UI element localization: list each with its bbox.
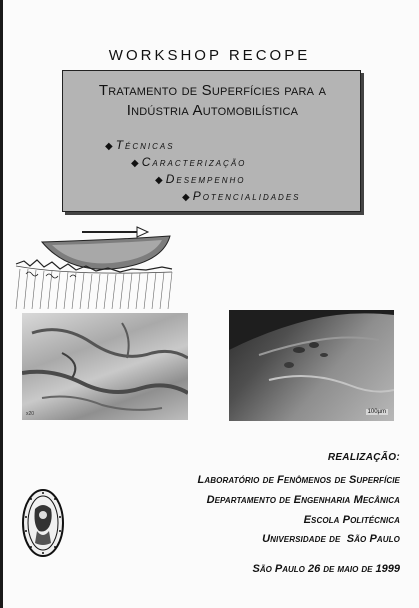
diamond-bullet-icon: ◆ (155, 175, 163, 186)
surface-contact-diagram (12, 214, 202, 314)
workshop-title: WORKSHOP RECOPE (108, 47, 311, 64)
event-date-text: São Paulo 26 de maio de 1999 (252, 563, 400, 575)
institution-line (207, 494, 400, 506)
bullet-label: Caracterização (141, 155, 247, 169)
institution-text: Departamento de Engenharia Mecânica (206, 494, 400, 506)
realizacao-label: REALIZAÇÃO: (327, 452, 400, 463)
bullet-item-desempenho (155, 172, 246, 186)
institution-line (304, 514, 400, 526)
bullet-item-potencialidades (182, 189, 301, 203)
university-seal-logo (21, 487, 65, 559)
diamond-bullet-icon: ◆ (131, 158, 139, 169)
micrograph-texture-right (229, 310, 394, 421)
micrograph-texture-left (22, 313, 188, 420)
institution-line (198, 474, 400, 486)
institution-text: Universidade de São Paulo (262, 533, 400, 545)
surface-micrograph-left (22, 313, 188, 420)
bullet-item-caracterizacao (131, 155, 246, 169)
bullet-label: Técnicas (115, 138, 175, 152)
photo-scale-tag-right: 100µm (367, 409, 386, 415)
institution-text: Laboratório de Fenômenos de Superfície (197, 474, 400, 486)
title-line-1 (63, 82, 362, 99)
photo-scale-tag-left: x20 (26, 411, 35, 417)
title-line-1-text: Tratamento de Superfícies para a (98, 82, 327, 99)
title-box (62, 70, 361, 212)
surface-micrograph-right (229, 310, 394, 421)
diamond-bullet-icon: ◆ (182, 192, 190, 203)
event-date (253, 563, 401, 575)
bullet-label: Potencialidades (192, 189, 301, 203)
institution-line (262, 533, 400, 545)
institution-text: Escola Politécnica (303, 514, 400, 526)
title-line-2-text: Indústria Automobilística (126, 102, 299, 119)
bullet-label: Desempenho (165, 172, 246, 186)
diamond-bullet-icon: ◆ (105, 141, 113, 152)
title-line-2 (63, 102, 362, 119)
page-edge (0, 0, 3, 608)
bullet-item-tecnicas (105, 138, 175, 152)
